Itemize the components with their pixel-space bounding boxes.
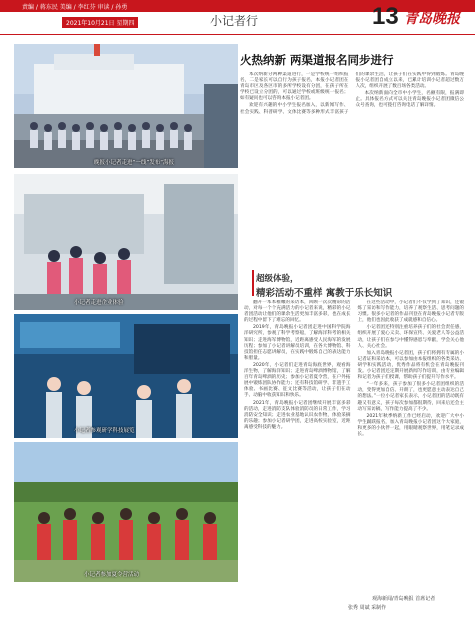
body-text bbox=[244, 300, 464, 592]
intro-paragraph: 欢迎有兴趣的中小学生报名加入，以新闻写作、社会实践、科普研学、文体比赛等多种形式丰富孩子们的课余生活，让孩子们在实践中得到锻炼。青岛晚报小记者团自成立以来，已累计培训小记者超过数万人次，组织开展了数百场各类活动。 bbox=[240, 72, 464, 115]
intro-paragraph: 本次纳新面向全市中小学生，名额有限，报满即止。具体报名方式可以关注青岛晚报小记者团微信公众号查询，也可拨打咨询电话了解详情。 bbox=[355, 91, 464, 109]
subhead-accent-bar bbox=[252, 270, 254, 296]
body-paragraph: 2021年秋季纳新工作已经启动，欢迎广大中小学生踊跃报名，加入青岛晚报小记者团这个大家庭，和更多的小伙伴一起，用眼睛观察世界，用笔记录成长。 bbox=[357, 413, 464, 437]
byline-reporter: 观海新闻/青岛晚报 首席记者 bbox=[372, 596, 436, 602]
body-paragraph: 2019年，青岛晚报小记者团走进中国科学院海洋研究所，参观了科学考察船，了解海洋科考的相关知识；走进海军博物馆，近距离感受人民海军的发展历程；参加了小记者讲解员培训，在各大博物馆、科技馆担任志愿讲解员，在实践中锻炼自己的表达能力和胆量。 bbox=[244, 325, 351, 361]
header-divider bbox=[0, 34, 475, 35]
photo-science-exhibit bbox=[14, 314, 238, 438]
science-exhibit-image bbox=[14, 314, 238, 438]
body-paragraph: 在这些活动中，小记者们不仅学到了知识，还锻炼了采访和写作能力，培养了观察生活、思考问题的习惯。很多小记者的作品刊登在青岛晚报小记者专版上，他们也因此收获了成就感和自信心。 bbox=[357, 300, 464, 324]
section-title: 小记者行 bbox=[210, 14, 259, 28]
photo-caption: 小记者参加夏令营活动 bbox=[84, 572, 140, 578]
newspaper-logo: 青岛晚报 bbox=[404, 11, 460, 27]
body-paragraph: 2020年，小记者们走进青岛海底世界，观看海洋生物，了解海洋知识；走进青岛啤酒博物馆，了解百年青岛啤酒的历史；参加小记者夏令营，在户外拓展中锻炼团队协作能力；还有科技馆研学、非遗手工体验、书画比赛、征文比赛等活动，让孩子们在动手、动脑中收获知识和快乐。 bbox=[244, 362, 351, 399]
intro-paragraph: 本次纳新分两种渠道进行，一是学校统一组织报名，二是家长可以自行为孩子报名，本报小记者团在青岛市区及各区市的多所学校设有分团，在孩子所在学校已设立分团的，可以通过学校或班级统一报名；如有疑问也可以咨询本报小记者团。 bbox=[240, 72, 349, 102]
intro-text bbox=[240, 72, 464, 262]
enterprise-visit-image bbox=[14, 174, 238, 310]
byline-editor: 张秀 周斌 采制作 bbox=[348, 605, 387, 611]
body-paragraph: “一年多来，孩子参加了很多小记者团组织的活动，变得更加自信、开朗了，也更愿意主动表达自己的想法。”一位小记者家长表示，小记者团的活动既有趣又有意义，孩子每次参加都很期待，回来后还会主动写采访稿，写作能力提高了不少。 bbox=[357, 382, 464, 412]
page-header bbox=[0, 0, 475, 34]
body-paragraph: 2021年，青岛晚报小记者团继续开展丰富多彩的活动，走进消防支队体验消防员的日常工作，学习消防安全知识；走进农业基地认识农作物，体验采摘的乐趣；参加小记者研学团，走进高校实验室，近距离感受科技的魅力。 bbox=[244, 400, 351, 430]
body-paragraph: 小记者团还特别注重培养孩子们的社会责任感，组织开展了爱心义卖、环保宣传、关爱老人等公益活动，让孩子们在参与中懂得感恩与奉献，学会关心他人、关心社会。 bbox=[357, 325, 464, 349]
photo-caption: 晚报小记者走进“一线”发布“海报 bbox=[94, 160, 175, 166]
summer-camp-image bbox=[14, 442, 238, 582]
body-paragraph: 加入青岛晚报小记者团，孩子们将拥有专属的小记者证和采访本，可以参加由本报组织的各类采访、研学和实践活动，优秀作品将有机会在青岛晚报刊发。小记者团还定期开展新闻写作培训，由专业编辑和记者为孩子们授课，帮助孩子们提升写作水平。 bbox=[357, 350, 464, 381]
editor-credits: 责编 / 蒋东民 美编 / 李红芬 审读 / 孙勇 bbox=[22, 4, 128, 11]
photo-caption: 小记者参观研学科技展览 bbox=[74, 428, 135, 434]
article-headline: 火热纳新 两渠道报名同步进行 bbox=[240, 53, 394, 67]
photo-enterprise-visit bbox=[14, 174, 238, 310]
ship-group-image bbox=[14, 44, 238, 168]
photo-ship-group bbox=[14, 44, 238, 168]
page-number: 13 bbox=[372, 3, 399, 30]
issue-date: 2021年10月21日 星期四 bbox=[62, 17, 138, 28]
subhead-line1: 超级体验， bbox=[256, 274, 299, 284]
photo-caption: 小记者走进企业体验 bbox=[74, 300, 124, 306]
body-paragraph: 翻开一本本稚嫩的采访本，回顾一次次精彩的活动，对每一个个充满活力的小记者来说，精彩的小记者团活动让他们的课余生活更加丰富多彩，也在成长的过程中留下了难忘的回忆。 bbox=[244, 300, 351, 324]
photo-summer-camp bbox=[14, 442, 238, 582]
subhead-line2: 精彩活动不重样 寓教于乐长知识 bbox=[256, 288, 393, 299]
